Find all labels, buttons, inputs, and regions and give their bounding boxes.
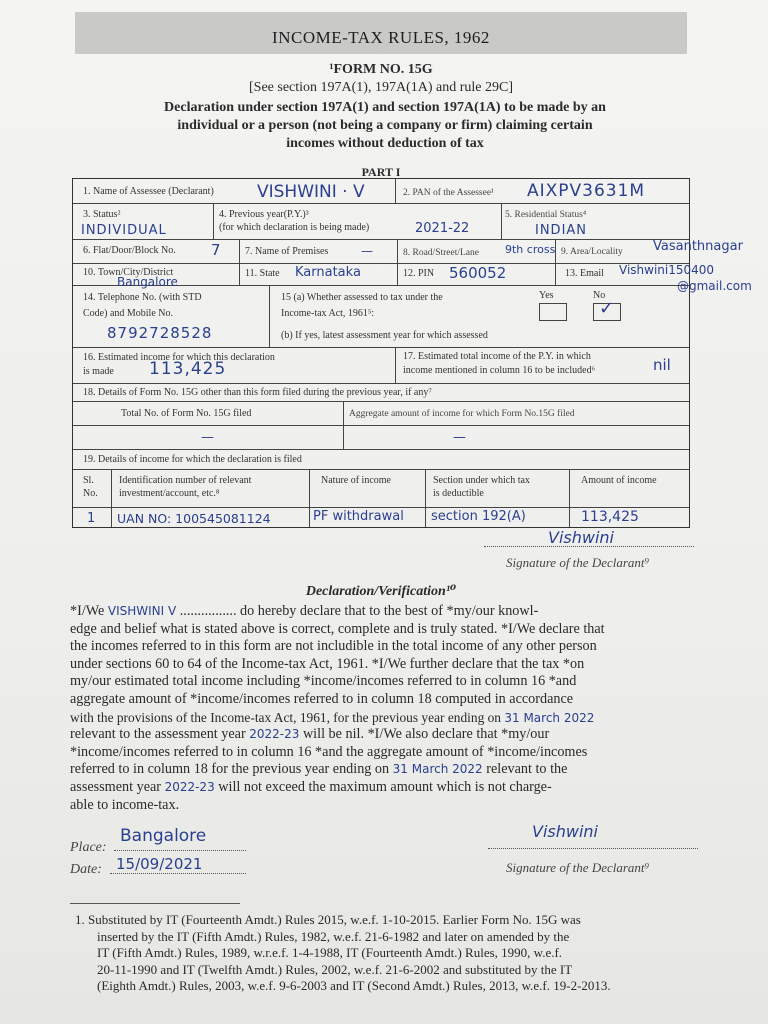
- part-title: PART I: [361, 165, 401, 179]
- residential-status-label: 5. Residential Status⁴: [505, 210, 587, 220]
- estimated-income-value: 113,425: [149, 359, 227, 379]
- declaration-line: edge and belief what is stated above is correct, complete and is truly stated. *I/We declare that: [70, 620, 605, 637]
- form-number: ¹FORM NO. 15G: [329, 62, 433, 77]
- total-income-value: nil: [653, 356, 671, 374]
- declaration-line: [70, 761, 695, 779]
- signature-scribble-top: Vishwini: [548, 528, 614, 547]
- declaration-line: *income/incomes referred to in column 16 *and the aggregate amount of *income/incomes: [70, 743, 588, 760]
- latest-assessment-label: (b) If yes, latest assessment year for which assessed: [281, 330, 488, 341]
- col-divider: [425, 469, 426, 527]
- declaration-heading-line: Declaration under section 197A(1) and section 197A(1A) to be made by an: [164, 100, 606, 115]
- assessed-label: 15 (a) Whether assessed to tax under the: [281, 292, 443, 303]
- aggregate-amount-col: Aggregate amount of income for which Form No.15G filed: [349, 409, 575, 419]
- yes-label: Yes: [539, 290, 554, 301]
- signature-line-top: [484, 546, 694, 547]
- previous-year-sub: (for which declaration is being made): [219, 222, 370, 233]
- declaration-line: able to income-tax.: [70, 796, 180, 813]
- income-details-label: 19. Details of income for which the declaration is filed: [83, 454, 302, 465]
- col-divider: [309, 469, 310, 527]
- row-divider: [73, 383, 689, 384]
- row-divider: [73, 203, 689, 204]
- footnote-rule: [70, 903, 240, 904]
- row-divider: [73, 469, 689, 470]
- flat-label: 6. Flat/Door/Block No.: [83, 245, 176, 256]
- col-divider: [343, 401, 344, 449]
- declaration-line: my/our estimated total income including *income/incomes referred to in column 16 *and: [70, 673, 577, 690]
- status-value: INDIVIDUAL: [81, 223, 167, 238]
- residential-status-value: INDIAN: [535, 223, 588, 238]
- row-divider: [73, 449, 689, 450]
- previous-year-value: 2021-22: [415, 221, 470, 236]
- pin-value: 560052: [449, 264, 507, 282]
- declaration-text: relevant to the assessment year: [70, 726, 250, 743]
- footnote-line: (Eighth Amdt.) Rules, 2003, w.e.f. 9-6-2003 and IT (Second Amdt.) Rules, 2013, w.e.f. 19-2-2013.: [97, 978, 611, 993]
- declaration-paragraph: [70, 603, 695, 814]
- yes-checkbox[interactable]: [539, 303, 567, 321]
- declaration-text: assessment year: [70, 778, 165, 795]
- email-label: 13. Email: [565, 268, 604, 279]
- telephone-value: 8792728528: [107, 324, 213, 342]
- footnote-line: 20-11-1990 and IT (Twelfth Amdt.) Rules, 2002, w.e.f. 21-6-2002 and substituted by the IT: [97, 961, 573, 977]
- declaration-heading: [105, 99, 665, 153]
- footnote: [75, 912, 703, 995]
- flat-value: 7: [211, 241, 221, 259]
- estimated-income-label: 16. Estimated income for which this declaration: [83, 352, 275, 363]
- assessment-year-fill: 2022-23: [249, 727, 300, 742]
- row-divider: [73, 347, 689, 348]
- dotted-leader: ................: [176, 603, 237, 619]
- declaration-line: [70, 709, 695, 727]
- footnote-line: inserted by the IT (Fifth Amdt.) Rules, 1982, w.e.f. 21-6-1982 and later on amended by the: [97, 928, 570, 944]
- status-label: 3. Status²: [83, 209, 121, 220]
- premises-value: —: [361, 244, 373, 258]
- declaration-line: [70, 726, 695, 744]
- id-col-2: investment/account, etc.⁸: [119, 488, 220, 499]
- col-divider: [269, 285, 270, 347]
- col-divider: [569, 469, 570, 527]
- row-divider: [73, 425, 689, 426]
- declaration-line: [70, 779, 695, 797]
- email-value-line2: @gmail.com: [677, 279, 752, 293]
- col-divider: [111, 469, 112, 527]
- row-divider: [73, 401, 689, 402]
- aggregate-amount-value: —: [453, 430, 466, 445]
- pin-label: 12. PIN: [403, 268, 435, 279]
- row-sl-value: 1: [87, 511, 96, 526]
- previous-year-end-fill-2: 31 March 2022: [392, 762, 483, 777]
- area-value: Vasanthnagar: [653, 239, 743, 254]
- declaration-line: the incomes referred to in this form are not includible in the total income of any other person: [70, 638, 597, 655]
- assessed-label-2: Income-tax Act, 1961⁵:: [281, 308, 375, 319]
- col-divider: [397, 239, 398, 285]
- footnote-line: IT (Fifth Amdt.) Rules, 1989, w.r.e.f. 1-4-1988, IT (Fourteenth Amdt.) Rules, 1990, w.e.f.: [97, 945, 563, 960]
- declaration-title: Declaration/Verification¹⁰: [305, 584, 457, 599]
- col-divider: [395, 179, 396, 203]
- sl-col-2: No.: [83, 488, 98, 499]
- col-divider: [213, 203, 214, 239]
- row-divider: [73, 239, 689, 240]
- total-income-label-2: income mentioned in column 16 to be included⁶: [403, 365, 596, 376]
- signature-label-top: Signature of the Declarant⁹: [506, 555, 650, 570]
- date-label: Date:: [70, 862, 102, 877]
- date-line: [110, 873, 246, 874]
- declaration-heading-line: individual or a person (not being a company or firm) claiming certain: [177, 118, 593, 133]
- row-id-value: UAN NO: 100545081124: [117, 511, 271, 526]
- state-label: 11. State: [245, 268, 280, 279]
- total-15g-value: —: [201, 430, 214, 445]
- road-value: 9th cross: [505, 243, 556, 256]
- place-line: [114, 850, 246, 851]
- declaration-text: *I/We: [70, 603, 108, 619]
- amount-col: Amount of income: [581, 475, 657, 486]
- footnote-line: 1. Substituted by IT (Fourteenth Amdt.) Rules 2015, w.e.f. 1-10-2015. Earlier Form No. 15G was: [75, 912, 581, 927]
- sl-col: Sl.: [83, 475, 94, 486]
- signature-line-bottom: [488, 848, 698, 849]
- no-label: No: [593, 290, 606, 301]
- declaration-text: will not exceed the maximum amount which is not charge-: [214, 778, 552, 795]
- pan-value: AIXPV3631M: [527, 181, 646, 201]
- see-section: [See section 197A(1), 197A(1A) and rule 29C]: [249, 80, 513, 95]
- declarant-name-fill: VISHWINI V: [107, 604, 177, 618]
- telephone-label-2: Code) and Mobile No.: [83, 308, 173, 319]
- row-section-value: section 192(A): [431, 509, 526, 524]
- declaration-line: under sections 60 to 64 of the Income-tax Act, 1961. *I/We further declare that the tax *on: [70, 655, 585, 672]
- previous-year-label: 4. Previous year(P.Y.)³: [219, 209, 309, 220]
- section-col: Section under which tax: [433, 475, 530, 486]
- row-divider: [73, 263, 689, 264]
- previous-year-end-fill: 31 March 2022: [504, 710, 595, 725]
- col-divider: [501, 203, 502, 239]
- id-col: Identification number of relevant: [119, 475, 252, 486]
- section-col-2: is deductible: [433, 488, 484, 499]
- estimated-income-label-2: is made: [83, 366, 114, 377]
- premises-label: 7. Name of Premises: [245, 246, 329, 257]
- road-label: 8. Road/Street/Lane: [403, 248, 479, 258]
- telephone-label: 14. Telephone No. (with STD: [83, 292, 202, 303]
- row-amount-value: 113,425: [581, 509, 639, 525]
- town-label: 10. Town/City/District: [83, 267, 174, 278]
- pan-label: 2. PAN of the Assessee¹: [403, 188, 494, 198]
- declaration-line: [70, 603, 695, 621]
- row-nature-value: PF withdrawal: [313, 509, 404, 524]
- col-divider: [239, 239, 240, 285]
- declaration-heading-line: incomes without deduction of tax: [286, 136, 484, 151]
- form-table: [72, 178, 752, 528]
- email-value-line1: Vishwini150400: [619, 263, 715, 277]
- no-check-mark: ✓: [599, 298, 615, 319]
- area-label: 9. Area/Locality: [561, 247, 623, 257]
- declaration-line: aggregate amount of *income/incomes referred to in column 18 computed in accordance: [70, 690, 574, 707]
- declaration-text: relevant to the: [482, 761, 568, 778]
- place-value: Bangalore: [120, 826, 207, 846]
- declaration-text: with the provisions of the Income-tax Act, 1961, for the previous year ending on: [70, 709, 505, 725]
- name-label: 1. Name of Assessee (Declarant): [83, 186, 214, 197]
- declaration-text: do hereby declare that to the best of *my/our knowl-: [236, 603, 539, 619]
- rules-title: INCOME-TAX RULES, 1962: [272, 28, 490, 47]
- previous-15g-label: 18. Details of Form No. 15G other than this form filed during the previous year, if any⁷: [83, 387, 432, 398]
- total-income-label: 17. Estimated total income of the P.Y. in which: [403, 351, 591, 362]
- row-divider: [73, 507, 689, 508]
- signature-label-bottom: Signature of the Declarant⁹: [506, 860, 650, 875]
- place-label: Place:: [70, 840, 107, 855]
- name-value: VISHWINI · V: [257, 182, 365, 202]
- total-15g-col: Total No. of Form No. 15G filed: [121, 408, 252, 419]
- town-value: Bangalore: [117, 275, 178, 289]
- nature-col: Nature of income: [321, 475, 391, 486]
- date-value: 15/09/2021: [116, 855, 203, 873]
- col-divider: [395, 347, 396, 383]
- assessment-year-fill-2: 2022-23: [164, 779, 215, 794]
- declaration-text: will be nil. *I/We also declare that *my/our: [299, 726, 550, 743]
- signature-scribble-bottom: Vishwini: [532, 822, 598, 841]
- declaration-text: referred to in column 18 for the previous year ending on: [70, 761, 393, 778]
- state-value: Karnataka: [295, 265, 361, 280]
